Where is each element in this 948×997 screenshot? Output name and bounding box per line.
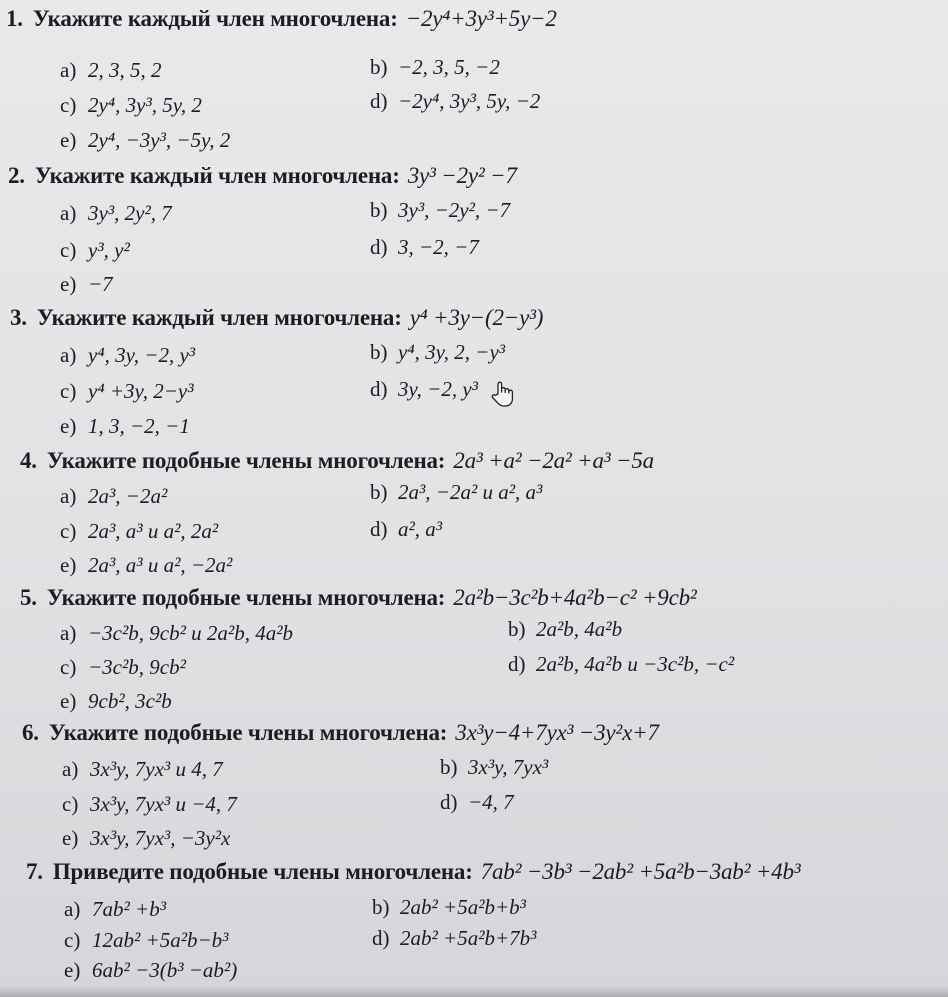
option-letter: e) [60, 272, 77, 296]
option-text: 3y³, 2y², 7 [88, 201, 172, 225]
option-text: −7 [88, 272, 113, 296]
option-text: 3y³, −2y², −7 [398, 198, 511, 222]
option-letter: e) [60, 128, 77, 152]
option-text: 2a³, a³ и a², 2a² [88, 519, 219, 543]
option-letter: c) [60, 519, 77, 543]
option-letter: a) [60, 343, 77, 367]
option-e[interactable] [60, 553, 232, 578]
question-prompt: Укажите подобные члены многочлена: [46, 585, 446, 610]
option-letter: e) [62, 826, 79, 850]
option-c[interactable] [60, 238, 130, 263]
option-c[interactable] [60, 93, 202, 118]
option-letter: a) [64, 897, 81, 921]
option-text: 3y, −2, y³ [398, 377, 478, 401]
option-text: y⁴, 3y, −2, y³ [88, 343, 196, 367]
option-c[interactable] [60, 655, 186, 680]
option-letter: a) [62, 757, 79, 781]
option-d[interactable] [370, 235, 479, 260]
option-c[interactable] [64, 928, 228, 953]
option-text: 2a²b, 4a²b [536, 617, 623, 641]
question-number: 6. [22, 720, 39, 745]
option-c[interactable] [60, 519, 218, 544]
option-letter: d) [370, 377, 388, 401]
option-letter: d) [440, 790, 458, 814]
question-number: 1. [6, 6, 23, 31]
option-letter: a) [60, 621, 77, 645]
question-expression: 3y³ −2y² −7 [407, 163, 517, 188]
option-text: −2y⁴, 3y³, 5y, −2 [398, 89, 541, 113]
option-a[interactable] [60, 343, 195, 368]
option-text: 6ab² −3(b³ −ab²) [92, 958, 238, 982]
option-letter: d) [508, 652, 526, 676]
option-letter: b) [370, 480, 388, 504]
option-d[interactable] [370, 377, 478, 402]
option-letter: d) [370, 517, 388, 541]
question-title [20, 585, 697, 611]
question-title [6, 6, 557, 32]
option-a[interactable] [64, 897, 166, 922]
option-text: y³, y² [88, 238, 130, 262]
option-text: −3c²b, 9cb² [88, 655, 186, 679]
question-prompt: Укажите подобные члены многочлена: [48, 720, 448, 745]
question-expression: 3x³y−4+7yx³ −3y²x+7 [455, 720, 659, 745]
option-b[interactable] [440, 755, 548, 780]
option-text: 2a³, −2a² [88, 484, 168, 508]
option-letter: e) [60, 553, 77, 577]
option-letter: e) [60, 689, 77, 713]
option-text: 3x³y, 7yx³ и 4, 7 [90, 757, 223, 781]
option-text: 2ab² +5a²b+7b³ [400, 926, 537, 950]
option-b[interactable] [370, 480, 542, 505]
option-b[interactable] [370, 340, 505, 365]
option-b[interactable] [508, 617, 622, 642]
option-text: −2, 3, 5, −2 [398, 55, 500, 79]
question-title [22, 720, 659, 746]
question-expression: 2a²b−3c²b+4a²b−c² +9cb² [453, 585, 697, 610]
option-b[interactable] [372, 895, 526, 920]
option-e[interactable] [62, 826, 230, 851]
question-prompt: Укажите подобные члены многочлена: [46, 448, 446, 473]
option-b[interactable] [370, 55, 500, 80]
option-text: 2, 3, 5, 2 [88, 58, 162, 82]
option-e[interactable] [60, 414, 190, 439]
option-a[interactable] [60, 58, 162, 83]
option-text: 1, 3, −2, −1 [88, 414, 190, 438]
option-a[interactable] [60, 484, 167, 509]
option-text: 2a³, −2a² и a², a³ [398, 480, 543, 504]
option-letter: e) [60, 414, 77, 438]
option-letter: d) [372, 926, 390, 950]
option-letter: d) [370, 235, 388, 259]
option-e[interactable] [60, 689, 172, 714]
option-text: −3c²b, 9cb² и 2a²b, 4a²b [88, 621, 293, 645]
question-prompt: Приведите подобные члены многочлена: [52, 859, 473, 884]
option-letter: a) [60, 58, 77, 82]
question-title [8, 163, 517, 189]
option-letter: b) [370, 55, 388, 79]
question-number: 3. [10, 305, 27, 330]
question-number: 4. [20, 448, 37, 473]
option-d[interactable] [370, 89, 540, 114]
option-letter: e) [64, 958, 81, 982]
question-number: 2. [8, 163, 25, 188]
option-letter: b) [370, 198, 388, 222]
option-text: 7ab² +b³ [92, 897, 167, 921]
option-letter: c) [60, 379, 77, 403]
question-prompt: Укажите каждый член многочлена: [32, 6, 398, 31]
option-d[interactable] [370, 517, 442, 542]
option-a[interactable] [60, 201, 172, 226]
question-title [10, 305, 543, 331]
option-letter: c) [60, 655, 77, 679]
option-letter: c) [60, 93, 77, 117]
option-text: 2a²b, 4a²b и −3c²b, −c² [536, 652, 735, 676]
option-text: 2y⁴, 3y³, 5y, 2 [88, 93, 202, 117]
option-e[interactable] [60, 128, 230, 153]
option-text: a², a³ [398, 517, 443, 541]
option-text: y⁴ +3y, 2−y³ [88, 379, 194, 403]
question-title [20, 448, 654, 474]
option-d[interactable] [372, 926, 536, 951]
option-text: y⁴, 3y, 2, −y³ [398, 340, 506, 364]
option-text: 12ab² +5a²b−b³ [92, 928, 229, 952]
hand-cursor-icon [490, 380, 514, 408]
option-text: 2ab² +5a²b+b³ [400, 895, 526, 919]
question-number: 5. [20, 585, 37, 610]
option-text: −4, 7 [468, 790, 514, 814]
option-a[interactable] [60, 621, 293, 646]
option-letter: b) [440, 755, 458, 779]
question-title [26, 859, 800, 885]
option-letter: b) [372, 895, 390, 919]
option-letter: d) [370, 89, 388, 113]
option-text: 2a³, a³ и a², −2a² [88, 553, 233, 577]
option-a[interactable] [62, 757, 223, 782]
question-expression: 2a³ +a² −2a² +a³ −5a [453, 448, 654, 473]
question-expression: y⁴ +3y−(2−y³) [409, 305, 544, 330]
page-bottom-shadow [0, 986, 948, 997]
option-letter: c) [64, 928, 81, 952]
option-text: 3, −2, −7 [398, 235, 479, 259]
option-text: 9cb², 3c²b [88, 689, 172, 713]
question-prompt: Укажите каждый член многочлена: [36, 305, 402, 330]
option-letter: c) [60, 238, 77, 262]
option-e[interactable] [60, 272, 113, 297]
option-b[interactable] [370, 198, 510, 223]
question-prompt: Укажите каждый член многочлена: [34, 163, 400, 188]
option-letter: a) [60, 201, 77, 225]
option-d[interactable] [508, 652, 734, 677]
question-expression: −2y⁴+3y³+5y−2 [405, 6, 557, 31]
option-letter: a) [60, 484, 77, 508]
option-letter: b) [370, 340, 388, 364]
option-text: 2y⁴, −3y³, −5y, 2 [88, 128, 231, 152]
option-letter: b) [508, 617, 526, 641]
option-letter: c) [62, 792, 79, 816]
option-text: 3x³y, 7yx³ [468, 755, 549, 779]
option-text: 3x³y, 7yx³ и −4, 7 [90, 792, 237, 816]
question-expression: 7ab² −3b³ −2ab² +5a²b−3ab² +4b³ [480, 859, 801, 884]
question-number: 7. [26, 859, 43, 884]
option-c[interactable] [62, 792, 237, 817]
option-text: 3x³y, 7yx³, −3y²x [90, 826, 231, 850]
option-d[interactable] [440, 790, 514, 815]
option-e[interactable] [64, 958, 237, 983]
option-c[interactable] [60, 379, 194, 404]
